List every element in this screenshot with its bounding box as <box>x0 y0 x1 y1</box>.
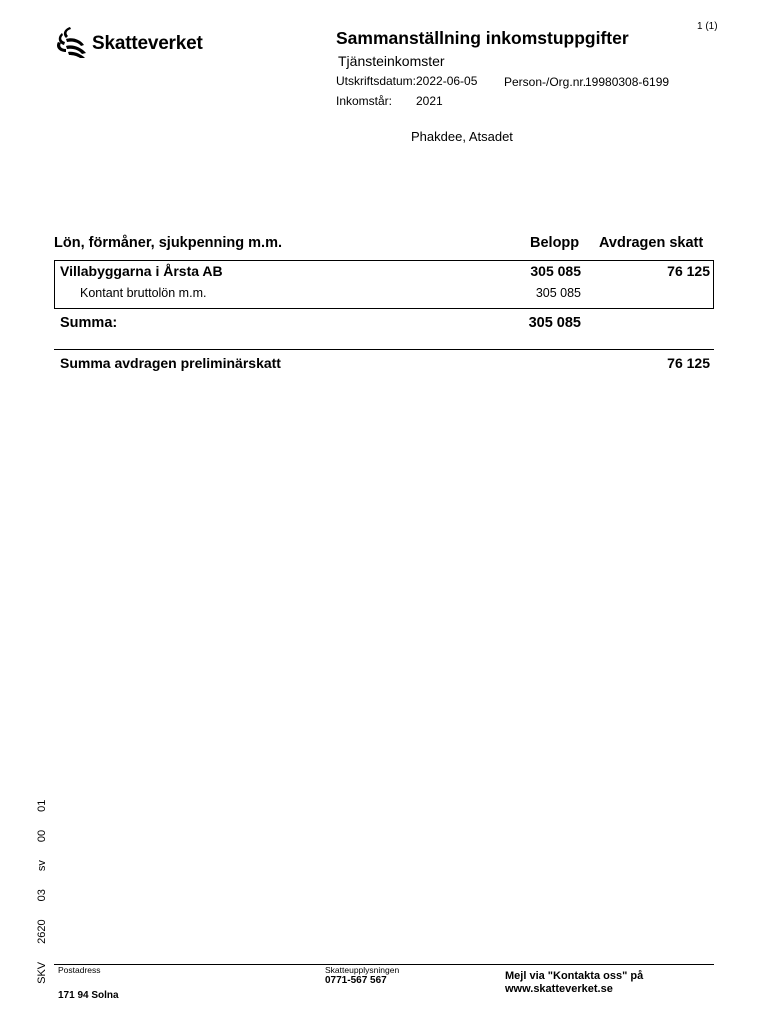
employer-tax: 76 125 <box>667 263 710 279</box>
document-subtitle: Tjänsteinkomster <box>338 53 445 69</box>
document-title: Sammanställning inkomstuppgifter <box>336 28 629 48</box>
skatteverket-emblem-icon <box>54 25 90 59</box>
print-date-value: 2022-06-05 <box>416 74 478 88</box>
logo-wordmark: Skatteverket <box>92 33 203 54</box>
divider <box>54 349 714 350</box>
section-heading: Lön, förmåner, sjukpenning m.m. <box>54 235 282 251</box>
taxpayer-name: Phakdee, Atsadet <box>411 129 513 144</box>
employer-amount: 305 085 <box>530 263 581 279</box>
column-header-tax: Avdragen skatt <box>599 235 704 251</box>
contact-website: www.skatteverket.se <box>505 983 613 995</box>
page-number: 1 (1) <box>697 21 718 32</box>
line-item-label: Kontant bruttolön m.m. <box>80 286 207 300</box>
postal-address-label: Postadress <box>58 965 101 975</box>
form-code-part: SKV <box>36 961 48 984</box>
employer-name: Villabyggarna i Årsta AB <box>60 263 223 279</box>
form-code-part: sv <box>36 860 48 872</box>
total-tax-value: 76 125 <box>667 355 710 371</box>
tax-info-label: Skatteupplysningen <box>325 965 400 975</box>
person-number-label: Person-/Org.nr. <box>504 75 587 89</box>
total-tax-label: Summa avdragen preliminärskatt <box>60 355 281 371</box>
income-year-label: Inkomstår: <box>336 94 393 108</box>
skatteverket-logo <box>54 25 234 57</box>
line-item-amount: 305 085 <box>535 286 581 300</box>
form-code <box>24 782 48 990</box>
person-number-value: 19980308-6199 <box>585 75 670 89</box>
sum-amount: 305 085 <box>528 315 581 331</box>
income-year-value: 2021 <box>416 94 443 108</box>
tax-info-phone: 0771-567 567 <box>325 975 387 986</box>
form-code-part: 03 <box>36 889 48 902</box>
column-header-amount: Belopp <box>530 235 580 251</box>
print-date-label: Utskriftsdatum: <box>336 74 417 88</box>
sum-label: Summa: <box>60 315 118 331</box>
postal-address-value: 171 94 Solna <box>58 990 119 1001</box>
form-code-part: 00 <box>36 829 48 843</box>
form-code-part: 01 <box>36 799 48 812</box>
form-code-part: 2620 <box>36 919 48 944</box>
contact-line-1: Mejl via "Kontakta oss" på <box>505 970 644 982</box>
